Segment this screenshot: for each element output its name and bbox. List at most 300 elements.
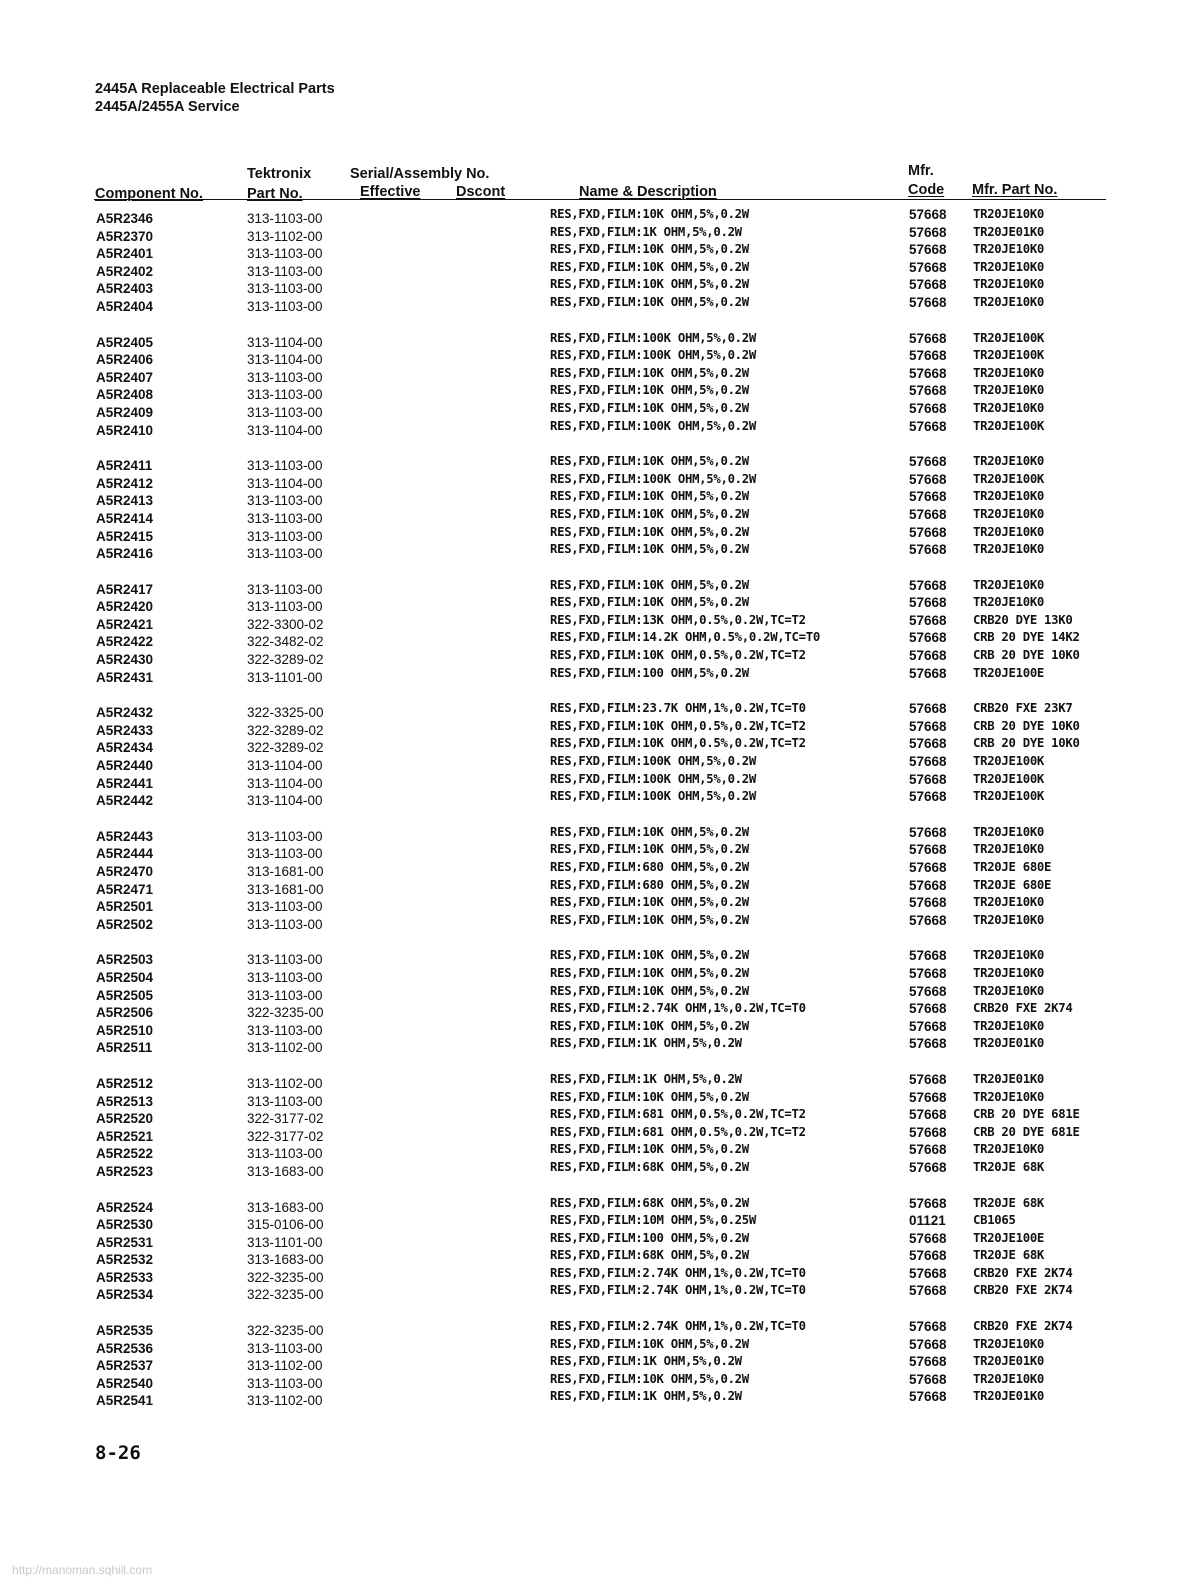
mfr-code-cell: 57668 — [909, 1142, 947, 1158]
table-row — [0, 1248, 1200, 1266]
mfr-code-cell: 57668 — [909, 1354, 947, 1370]
table-row — [0, 507, 1200, 525]
parts-group — [0, 701, 1200, 807]
description-cell: RES,FXD,FILM:100K OHM,5%,0.2W — [550, 754, 756, 769]
component-no-cell: A5R2432 — [96, 705, 154, 721]
mfr-code-cell: 57668 — [909, 277, 947, 293]
parts-group — [0, 825, 1200, 931]
table-row — [0, 331, 1200, 349]
mfr-part-no-cell: TR20JE10K0 — [973, 1336, 1045, 1351]
mfr-code-cell: 57668 — [909, 294, 947, 310]
description-cell: RES,FXD,FILM:10K OHM,5%,0.2W — [550, 595, 749, 610]
component-no-cell: A5R2414 — [96, 510, 154, 526]
description-cell: RES,FXD,FILM:10M OHM,5%,0.25W — [550, 1213, 756, 1228]
mfr-part-no-cell: TR20JE 68K — [973, 1159, 1045, 1174]
part-no-cell: 322-3177-02 — [247, 1111, 324, 1127]
description-cell: RES,FXD,FILM:10K OHM,5%,0.2W — [550, 294, 749, 309]
component-no-cell: A5R2502 — [96, 916, 154, 932]
component-no-cell: A5R2412 — [96, 475, 154, 491]
component-no-cell: A5R2530 — [96, 1217, 154, 1233]
parts-group — [0, 948, 1200, 1054]
mfr-code-cell: 57668 — [909, 1319, 947, 1335]
description-cell: RES,FXD,FILM:10K OHM,5%,0.2W — [550, 1089, 749, 1104]
mfr-code-header: Code — [908, 182, 945, 198]
mfr-part-no-cell: CRB20 DYE 13K0 — [973, 612, 1073, 627]
component-no-cell: A5R2406 — [96, 352, 154, 368]
component-no-cell: A5R2417 — [96, 581, 154, 597]
serial-assembly-header: Serial/Assembly No. — [350, 166, 490, 182]
mfr-code-cell: 57668 — [909, 648, 947, 664]
name-description-header: Name & Description — [579, 184, 717, 200]
part-no-cell: 313-1103-00 — [247, 387, 323, 403]
table-row — [0, 966, 1200, 984]
part-no-cell: 313-1104-00 — [247, 422, 323, 438]
mfr-code-cell: 57668 — [909, 718, 947, 734]
mfr-part-no-cell: TR20JE10K0 — [973, 948, 1045, 963]
table-row — [0, 1266, 1200, 1284]
mfr-code-cell: 57668 — [909, 877, 947, 893]
mfr-code-cell: 57668 — [909, 965, 947, 981]
part-no-cell: 313-1103-00 — [247, 969, 323, 985]
description-cell: RES,FXD,FILM:2.74K OHM,1%,0.2W,TC=T0 — [550, 1265, 806, 1280]
part-no-cell: 313-1104-00 — [247, 334, 323, 350]
part-no-header: Part No. — [247, 186, 303, 202]
description-cell: RES,FXD,FILM:68K OHM,5%,0.2W — [550, 1248, 749, 1263]
part-no-cell: 322-3482-02 — [247, 634, 324, 650]
part-no-cell: 322-3235-00 — [247, 1323, 324, 1339]
part-no-cell: 313-1104-00 — [247, 775, 323, 791]
part-no-cell: 313-1102-00 — [247, 1040, 323, 1056]
part-no-cell: 322-3177-02 — [247, 1128, 324, 1144]
mfr-part-no-cell: TR20JE100E — [973, 665, 1045, 680]
mfr-code-cell: 57668 — [909, 383, 947, 399]
table-row — [0, 578, 1200, 596]
table-row — [0, 1337, 1200, 1355]
table-row — [0, 860, 1200, 878]
description-cell: RES,FXD,FILM:1K OHM,5%,0.2W — [550, 1036, 742, 1051]
page-header — [95, 80, 335, 116]
table-row — [0, 825, 1200, 843]
description-cell: RES,FXD,FILM:10K OHM,5%,0.2W — [550, 454, 749, 469]
mfr-code-cell: 57668 — [909, 1389, 947, 1405]
description-cell: RES,FXD,FILM:100 OHM,5%,0.2W — [550, 1230, 749, 1245]
component-no-cell: A5R2512 — [96, 1075, 154, 1091]
mfr-part-no-cell: TR20JE10K0 — [973, 1018, 1045, 1033]
mfr-code-cell: 57668 — [909, 207, 947, 222]
mfr-part-no-cell: TR20JE10K0 — [973, 207, 1045, 221]
description-cell: RES,FXD,FILM:10K OHM,0.5%,0.2W,TC=T2 — [550, 736, 806, 751]
description-cell: RES,FXD,FILM:10K OHM,5%,0.2W — [550, 965, 749, 980]
component-no-cell: A5R2470 — [96, 864, 154, 879]
mfr-code-cell: 57668 — [909, 224, 947, 240]
description-cell: RES,FXD,FILM:1K OHM,5%,0.2W — [550, 224, 742, 239]
mfr-part-no-cell: TR20JE100K — [973, 771, 1045, 786]
description-cell: RES,FXD,FILM:10K OHM,5%,0.2W — [550, 365, 749, 380]
mfr-part-no-cell: TR20JE 68K — [973, 1248, 1045, 1263]
description-cell: RES,FXD,FILM:100 OHM,5%,0.2W — [550, 665, 749, 680]
mfr-part-no-cell: TR20JE100K — [973, 348, 1045, 363]
mfr-part-no-cell: TR20JE10K0 — [973, 365, 1045, 380]
component-no-cell: A5R2501 — [96, 899, 154, 915]
mfr-part-no-cell: TR20JE100K — [973, 754, 1045, 769]
component-no-cell: A5R2402 — [96, 263, 154, 279]
mfr-part-no-cell: TR20JE10K0 — [973, 489, 1045, 504]
table-row — [0, 1142, 1200, 1160]
description-cell: RES,FXD,FILM:10K OHM,5%,0.2W — [550, 259, 749, 274]
mfr-code-cell: 57668 — [909, 1159, 947, 1175]
component-no-cell: A5R2535 — [96, 1323, 154, 1339]
part-no-cell: 313-1103-00 — [247, 1375, 323, 1391]
dscont-header: Dscont — [456, 184, 506, 200]
part-no-cell: 313-1103-00 — [247, 211, 323, 226]
description-cell: RES,FXD,FILM:2.74K OHM,1%,0.2W,TC=T0 — [550, 1319, 806, 1334]
mfr-part-no-header: Mfr. Part No. — [972, 182, 1058, 198]
table-row — [0, 454, 1200, 472]
mfr-part-no-cell: TR20JE10K0 — [973, 983, 1045, 998]
part-no-cell: 313-1103-00 — [247, 528, 323, 544]
mfr-code-cell: 57668 — [909, 895, 947, 911]
description-cell: RES,FXD,FILM:10K OHM,5%,0.2W — [550, 400, 749, 415]
mfr-code-cell: 57668 — [909, 736, 947, 752]
mfr-code-cell: 57668 — [909, 1107, 947, 1123]
table-row — [0, 648, 1200, 666]
mfr-code-cell: 57668 — [909, 860, 947, 875]
component-no-cell: A5R2511 — [96, 1040, 153, 1056]
mfr-code-cell: 57668 — [909, 1195, 947, 1211]
description-cell: RES,FXD,FILM:10K OHM,5%,0.2W — [550, 1371, 749, 1386]
table-row — [0, 1090, 1200, 1108]
mfr-code-cell: 57668 — [909, 489, 947, 505]
mfr-part-no-cell: CRB20 FXE 2K74 — [973, 1265, 1073, 1280]
mfr-code-cell: 57668 — [909, 1265, 947, 1281]
mfr-code-cell: 57668 — [909, 1018, 947, 1034]
component-no-cell: A5R2444 — [96, 846, 154, 862]
description-cell: RES,FXD,FILM:681 OHM,0.5%,0.2W,TC=T2 — [550, 1124, 806, 1139]
mfr-part-no-cell: TR20JE10K0 — [973, 824, 1045, 839]
mfr-code-cell: 57668 — [909, 701, 947, 717]
description-cell: RES,FXD,FILM:10K OHM,5%,0.2W — [550, 383, 749, 398]
part-no-cell: 322-3289-02 — [247, 740, 324, 756]
table-row — [0, 595, 1200, 613]
part-no-cell: 313-1103-00 — [247, 987, 323, 1003]
part-no-cell: 313-1103-00 — [247, 458, 323, 474]
effective-header: Effective — [360, 184, 421, 200]
table-row — [0, 295, 1200, 313]
component-no-cell: A5R2407 — [96, 369, 154, 385]
description-cell: RES,FXD,FILM:100K OHM,5%,0.2W — [550, 330, 756, 345]
part-no-cell: 313-1101-00 — [247, 1234, 323, 1250]
table-row — [0, 472, 1200, 490]
mfr-part-no-cell: TR20JE01K0 — [973, 1389, 1045, 1404]
part-no-cell: 313-1103-00 — [247, 916, 323, 932]
component-no-cell: A5R2430 — [96, 652, 154, 668]
header-rule — [94, 199, 1106, 200]
parts-list — [0, 207, 1200, 1425]
component-no-cell: A5R2523 — [96, 1163, 154, 1179]
part-no-cell: 313-1103-00 — [247, 1340, 323, 1356]
description-cell: RES,FXD,FILM:2.74K OHM,1%,0.2W,TC=T0 — [550, 1283, 806, 1298]
part-no-cell: 313-1103-00 — [247, 404, 323, 420]
description-cell: RES,FXD,FILM:100K OHM,5%,0.2W — [550, 348, 756, 363]
mfr-part-no-cell: TR20JE 68K — [973, 1195, 1045, 1210]
column-headers — [0, 163, 1200, 206]
component-no-cell: A5R2522 — [96, 1146, 154, 1162]
mfr-code-cell: 57668 — [909, 1283, 947, 1299]
parts-group — [0, 207, 1200, 313]
mfr-part-no-cell: TR20JE10K0 — [973, 259, 1045, 274]
mfr-code-cell: 57668 — [909, 400, 947, 416]
mfr-code-cell: 57668 — [909, 824, 947, 840]
table-row — [0, 366, 1200, 384]
part-no-cell: 313-1104-00 — [247, 758, 323, 774]
table-row — [0, 1107, 1200, 1125]
mfr-part-no-cell: CRB 20 DYE 10K0 — [973, 718, 1080, 733]
table-row — [0, 1213, 1200, 1231]
mfr-code-cell: 57668 — [909, 665, 947, 681]
mfr-part-no-cell: TR20JE10K0 — [973, 842, 1045, 857]
table-row — [0, 260, 1200, 278]
part-no-cell: 313-1683-00 — [247, 1163, 324, 1179]
part-no-cell: 313-1103-00 — [247, 846, 323, 862]
tektronix-header: Tektronix — [247, 166, 312, 182]
component-no-cell: A5R2513 — [96, 1093, 154, 1109]
component-no-cell: A5R2505 — [96, 987, 154, 1003]
mfr-part-no-cell: CRB20 FXE 2K74 — [973, 1283, 1073, 1298]
component-no-cell: A5R2524 — [96, 1199, 154, 1215]
description-cell: RES,FXD,FILM:68K OHM,5%,0.2W — [550, 1195, 749, 1210]
component-no-cell: A5R2420 — [96, 599, 154, 615]
mfr-part-no-cell: TR20JE100K — [973, 471, 1045, 486]
part-no-cell: 313-1103-00 — [247, 1146, 323, 1162]
table-row — [0, 613, 1200, 631]
table-row — [0, 736, 1200, 754]
description-cell: RES,FXD,FILM:680 OHM,5%,0.2W — [550, 860, 749, 874]
component-no-cell: A5R2415 — [96, 528, 154, 544]
table-row — [0, 948, 1200, 966]
mfr-code-cell: 57668 — [909, 1371, 947, 1387]
table-row — [0, 1001, 1200, 1019]
mfr-part-no-cell: CRB 20 DYE 14K2 — [973, 630, 1080, 645]
mfr-code-cell: 57668 — [909, 1124, 947, 1140]
description-cell: RES,FXD,FILM:10K OHM,5%,0.2W — [550, 824, 749, 839]
mfr-part-no-cell: TR20JE10K0 — [973, 965, 1045, 980]
component-no-cell: A5R2431 — [96, 669, 154, 685]
component-no-cell: A5R2408 — [96, 387, 154, 403]
description-cell: RES,FXD,FILM:10K OHM,5%,0.2W — [550, 277, 749, 292]
mfr-code-cell: 57668 — [909, 577, 947, 593]
description-cell: RES,FXD,FILM:10K OHM,5%,0.2W — [550, 489, 749, 504]
part-no-cell: 313-1102-00 — [247, 228, 323, 244]
table-row — [0, 1125, 1200, 1143]
part-no-cell: 313-1103-00 — [247, 952, 323, 968]
mfr-header-top: Mfr. — [908, 163, 934, 179]
table-row — [0, 242, 1200, 260]
table-row — [0, 719, 1200, 737]
component-no-cell: A5R2434 — [96, 740, 154, 756]
table-row — [0, 1160, 1200, 1178]
table-row — [0, 878, 1200, 896]
component-no-cell: A5R2441 — [96, 775, 154, 791]
manual-title: 2445A Replaceable Electrical Parts — [95, 81, 335, 97]
part-no-cell: 313-1104-00 — [247, 352, 323, 368]
table-row — [0, 1072, 1200, 1090]
mfr-code-cell: 57668 — [909, 983, 947, 999]
mfr-code-cell: 57668 — [909, 948, 947, 964]
component-no-cell: A5R2537 — [96, 1358, 154, 1374]
description-cell: RES,FXD,FILM:681 OHM,0.5%,0.2W,TC=T2 — [550, 1107, 806, 1122]
component-no-cell: A5R2520 — [96, 1111, 154, 1127]
table-row — [0, 419, 1200, 437]
mfr-code-cell: 57668 — [909, 789, 947, 805]
table-row — [0, 789, 1200, 807]
mfr-code-cell: 57668 — [909, 454, 947, 470]
parts-group — [0, 454, 1200, 560]
part-no-cell: 313-1683-00 — [247, 1252, 324, 1268]
mfr-part-no-cell: TR20JE10K0 — [973, 383, 1045, 398]
table-row — [0, 1036, 1200, 1054]
part-no-cell: 322-3235-00 — [247, 1005, 324, 1021]
part-no-cell: 313-1102-00 — [247, 1075, 323, 1091]
description-cell: RES,FXD,FILM:10K OHM,5%,0.2W — [550, 912, 749, 927]
component-no-cell: A5R2504 — [96, 969, 154, 985]
table-row — [0, 489, 1200, 507]
component-no-cell: A5R2541 — [96, 1393, 154, 1409]
mfr-part-no-cell: TR20JE10K0 — [973, 542, 1045, 557]
mfr-part-no-cell: TR20JE01K0 — [973, 1354, 1045, 1369]
component-no-cell: A5R2410 — [96, 422, 154, 438]
mfr-code-cell: 57668 — [909, 1336, 947, 1352]
description-cell: RES,FXD,FILM:10K OHM,5%,0.2W — [550, 506, 749, 521]
part-no-cell: 315-0106-00 — [247, 1217, 324, 1233]
table-row — [0, 207, 1200, 225]
mfr-code-cell: 57668 — [909, 630, 947, 646]
mfr-code-cell: 57668 — [909, 542, 947, 558]
part-no-cell: 313-1102-00 — [247, 1358, 323, 1374]
part-no-cell: 313-1103-00 — [247, 510, 323, 526]
mfr-part-no-cell: TR20JE10K0 — [973, 912, 1045, 927]
mfr-part-no-cell: TR20JE10K0 — [973, 1089, 1045, 1104]
mfr-code-cell: 57668 — [909, 612, 947, 628]
description-cell: RES,FXD,FILM:14.2K OHM,0.5%,0.2W,TC=T0 — [550, 630, 820, 645]
parts-group — [0, 1196, 1200, 1302]
component-no-cell: A5R2433 — [96, 722, 154, 738]
description-cell: RES,FXD,FILM:10K OHM,0.5%,0.2W,TC=T2 — [550, 648, 806, 663]
mfr-part-no-cell: TR20JE100E — [973, 1230, 1045, 1245]
page-number: 8-26 — [95, 1442, 141, 1464]
mfr-part-no-cell: TR20JE10K0 — [973, 454, 1045, 469]
table-row — [0, 666, 1200, 684]
mfr-code-cell: 57668 — [909, 259, 947, 275]
mfr-part-no-cell: TR20JE01K0 — [973, 1036, 1045, 1051]
part-no-cell: 322-3300-02 — [247, 616, 324, 632]
mfr-code-cell: 57668 — [909, 1230, 947, 1246]
component-no-cell: A5R2404 — [96, 298, 154, 314]
part-no-cell: 313-1683-00 — [247, 1199, 324, 1215]
table-row — [0, 542, 1200, 560]
component-no-cell: A5R2471 — [96, 881, 154, 897]
mfr-code-cell: 57668 — [909, 365, 947, 381]
mfr-code-cell: 57668 — [909, 842, 947, 858]
table-row — [0, 277, 1200, 295]
mfr-part-no-cell: TR20JE10K0 — [973, 506, 1045, 521]
description-cell: RES,FXD,FILM:10K OHM,5%,0.2W — [550, 842, 749, 857]
table-row — [0, 348, 1200, 366]
component-no-cell: A5R2416 — [96, 546, 154, 562]
description-cell: RES,FXD,FILM:10K OHM,5%,0.2W — [550, 1142, 749, 1157]
description-cell: RES,FXD,FILM:100K OHM,5%,0.2W — [550, 789, 756, 804]
description-cell: RES,FXD,FILM:10K OHM,5%,0.2W — [550, 542, 749, 557]
component-no-cell: A5R2409 — [96, 404, 154, 420]
component-no-cell: A5R2440 — [96, 758, 154, 774]
description-cell: RES,FXD,FILM:10K OHM,5%,0.2W — [550, 577, 749, 592]
part-no-cell: 313-1103-00 — [247, 369, 323, 385]
description-cell: RES,FXD,FILM:1K OHM,5%,0.2W — [550, 1389, 742, 1404]
part-no-cell: 313-1103-00 — [247, 828, 323, 844]
part-no-cell: 313-1103-00 — [247, 263, 323, 279]
table-row — [0, 1389, 1200, 1407]
component-no-cell: A5R2531 — [96, 1234, 154, 1250]
part-no-cell: 313-1103-00 — [247, 298, 323, 314]
part-no-cell: 322-3289-02 — [247, 652, 324, 668]
component-no-cell: A5R2533 — [96, 1269, 154, 1285]
manual-subtitle: 2445A/2455A Service — [95, 99, 240, 115]
description-cell: RES,FXD,FILM:10K OHM,0.5%,0.2W,TC=T2 — [550, 718, 806, 733]
mfr-code-cell: 57668 — [909, 348, 947, 364]
description-cell: RES,FXD,FILM:1K OHM,5%,0.2W — [550, 1354, 742, 1369]
mfr-part-no-cell: TR20JE100K — [973, 789, 1045, 804]
component-no-cell: A5R2510 — [96, 1022, 154, 1038]
part-no-cell: 313-1681-00 — [247, 881, 324, 897]
component-no-cell: A5R2421 — [96, 616, 154, 632]
table-row — [0, 630, 1200, 648]
table-row — [0, 225, 1200, 243]
mfr-part-no-cell: CRB 20 DYE 681E — [973, 1124, 1080, 1139]
mfr-code-cell: 57668 — [909, 1001, 947, 1017]
component-no-cell: A5R2506 — [96, 1005, 154, 1021]
part-no-cell: 313-1103-00 — [247, 581, 323, 597]
component-no-cell: A5R2411 — [96, 458, 153, 474]
mfr-part-no-cell: TR20JE10K0 — [973, 277, 1045, 292]
mfr-part-no-cell: TR20JE10K0 — [973, 524, 1045, 539]
table-row — [0, 401, 1200, 419]
mfr-code-cell: 57668 — [909, 506, 947, 522]
component-no-cell: A5R2503 — [96, 952, 154, 968]
mfr-part-no-cell: TR20JE10K0 — [973, 242, 1045, 257]
description-cell: RES,FXD,FILM:1K OHM,5%,0.2W — [550, 1071, 742, 1086]
description-cell: RES,FXD,FILM:10K OHM,5%,0.2W — [550, 1336, 749, 1351]
table-row — [0, 1354, 1200, 1372]
mfr-part-no-cell: TR20JE 680E — [973, 860, 1052, 874]
part-no-cell: 313-1681-00 — [247, 864, 324, 879]
description-cell: RES,FXD,FILM:10K OHM,5%,0.2W — [550, 948, 749, 963]
description-cell: RES,FXD,FILM:100K OHM,5%,0.2W — [550, 771, 756, 786]
mfr-part-no-cell: TR20JE10K0 — [973, 1371, 1045, 1386]
mfr-code-cell: 57668 — [909, 1071, 947, 1087]
mfr-part-no-cell: CB1065 — [973, 1213, 1016, 1228]
part-no-cell: 313-1102-00 — [247, 1393, 323, 1409]
description-cell: RES,FXD,FILM:10K OHM,5%,0.2W — [550, 983, 749, 998]
part-no-cell: 313-1103-00 — [247, 599, 323, 615]
description-cell: RES,FXD,FILM:10K OHM,5%,0.2W — [550, 524, 749, 539]
component-no-cell: A5R2370 — [96, 228, 154, 244]
component-no-cell: A5R2403 — [96, 281, 154, 297]
part-no-cell: 313-1103-00 — [247, 493, 323, 509]
mfr-part-no-cell: CRB 20 DYE 681E — [973, 1107, 1080, 1122]
component-no-cell: A5R2443 — [96, 828, 154, 844]
watermark-url: http://manoman.sqhill.com — [12, 1563, 153, 1577]
part-no-cell: 313-1103-00 — [247, 1093, 323, 1109]
part-no-cell: 313-1103-00 — [247, 1022, 323, 1038]
